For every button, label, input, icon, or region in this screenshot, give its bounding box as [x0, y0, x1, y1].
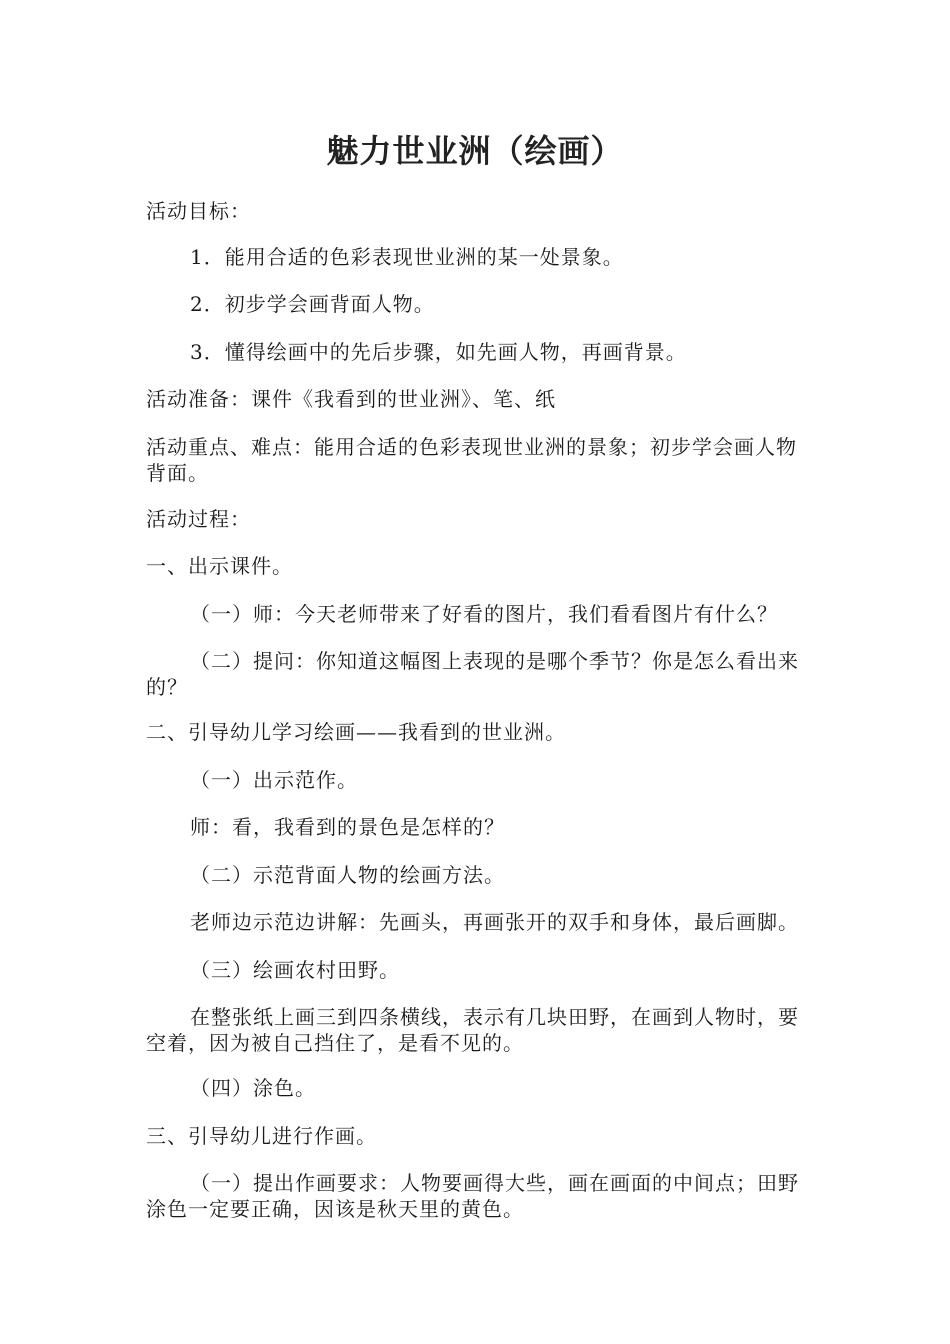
goal-item-2: 2．初步学会画背面人物。	[190, 292, 435, 316]
goal-item-1: 1．能用合适的色彩表现世业洲的某一处景象。	[190, 245, 624, 269]
step-2-fields-paragraph: 在整张纸上画三到四条横线，表示有几块田野，在画到人物时，要空着，因为被自己挡住了，是看不见的。	[146, 1005, 799, 1055]
step-heading-3: 三、引导幼儿进行作画。	[146, 1124, 377, 1148]
step-2-item-4: （四）涂色。	[190, 1076, 316, 1100]
preparation-paragraph: 活动准备：课件《我看到的世业洲》、笔、纸	[146, 387, 556, 411]
step-3-item-1: （一）提出作画要求：人物要画得大些，画在画面的中间点；田野涂色一定要正确，因该是秋天里的黄色。	[146, 1171, 799, 1221]
step-2-teacher-line: 师：看，我看到的景色是怎样的？	[190, 815, 505, 839]
section-heading-process: 活动过程：	[146, 507, 251, 531]
step-2-item-2: （二）示范背面人物的绘画方法。	[190, 863, 505, 887]
key-points-paragraph: 活动重点、难点：能用合适的色彩表现世业洲的景象；初步学会画人物背面。	[146, 435, 797, 485]
section-heading-goals: 活动目标：	[146, 199, 251, 223]
step-heading-2: 二、引导幼儿学习绘画——我看到的世业洲。	[146, 720, 566, 744]
goal-item-3: 3．懂得绘画中的先后步骤，如先画人物，再画背景。	[190, 340, 687, 364]
step-heading-1: 一、出示课件。	[146, 554, 293, 578]
document-title: 魅力世业洲（绘画）	[326, 132, 624, 170]
step-2-demo-line: 老师边示范边讲解：先画头，再画张开的双手和身体，最后画脚。	[190, 910, 799, 934]
step-2-item-3: （三）绘画农村田野。	[190, 958, 400, 982]
step-2-item-1: （一）出示范作。	[190, 768, 358, 792]
step-1-item-2: （二）提问：你知道这幅图上表现的是哪个季节？你是怎么看出来的？	[146, 649, 799, 699]
step-1-item-1: （一）师：今天老师带来了好看的图片，我们看看图片有什么？	[190, 602, 778, 626]
